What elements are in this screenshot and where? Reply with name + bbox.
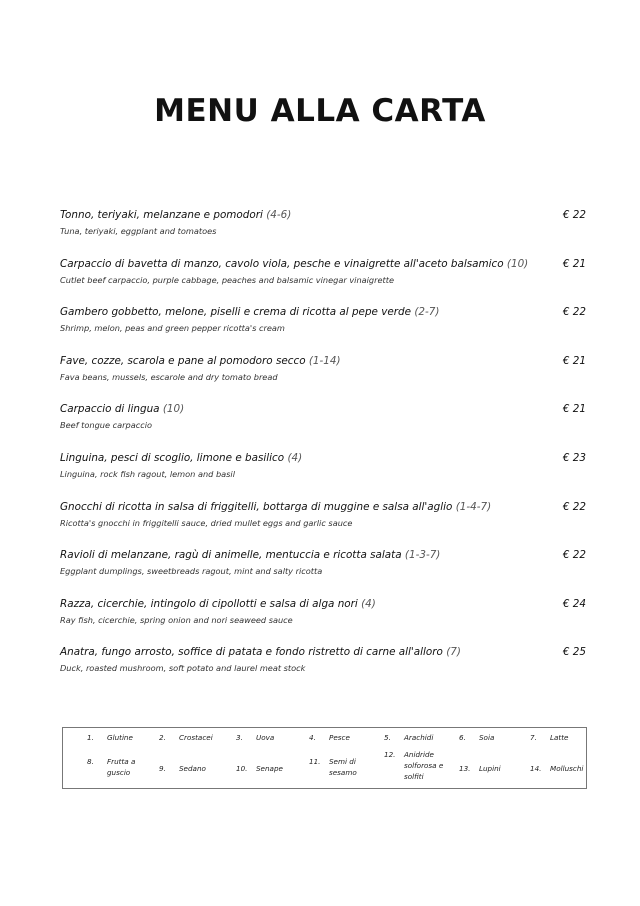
item-name: Gambero gobbetto, melone, piselli e crema di ricotta al pepe verde — [60, 306, 412, 319]
item-name: Linguina, pesci di scoglio, limone e basilico — [60, 451, 285, 464]
item-allergens: (10) — [506, 257, 529, 270]
item-description: Ricotta's gnocchi in friggitelli sauce, dried mullet eggs and garlic sauce — [60, 517, 353, 528]
menu-item — [60, 548, 590, 597]
item-price: € 24 — [562, 597, 586, 610]
item-allergens: (1-4-7) — [455, 500, 492, 513]
menu-item — [60, 645, 590, 694]
page-title: MENU ALLA CARTA — [154, 93, 486, 129]
item-description: Cutlet beef carpaccio, purple cabbage, peaches and balsamic vinegar vinaigrette — [60, 274, 394, 285]
item-price: € 22 — [562, 500, 586, 513]
item-name: Tonno, teriyaki, melanzane e pomodori — [60, 209, 263, 221]
item-description: Eggplant dumplings, sweetbreads ragout, mint and salty ricotta — [60, 566, 323, 577]
item-allergens: (2-7) — [414, 306, 440, 319]
item-price: € 25 — [562, 646, 586, 659]
item-description: Shrimp, melon, peas and green pepper ricotta's cream — [60, 323, 285, 334]
item-allergens: (4) — [287, 451, 303, 464]
item-description: Linguina, rock fish ragout, lemon and basil — [60, 468, 235, 479]
item-name: Carpaccio di bavetta di manzo, cavolo viola, pesche e vinaigrette all'aceto balsamico — [60, 257, 504, 270]
menu-item — [60, 597, 590, 646]
item-price: € 22 — [562, 549, 586, 562]
item-name: Carpaccio di lingua — [60, 403, 160, 416]
item-name: Ravioli di melanzane, ragù di animelle, mentuccia e ricotta salata — [60, 549, 402, 562]
item-price: € 21 — [562, 354, 586, 367]
item-description: Ray fish, cicerchie, spring onion and nori seaweed sauce — [60, 614, 293, 625]
menu-item — [60, 257, 590, 306]
item-description: Beef tongue carpaccio — [60, 420, 152, 431]
item-allergens: (4) — [361, 597, 376, 610]
item-name: Gnocchi di ricotta in salsa di friggitelli, bottarga di muggine e salsa all'aglio — [60, 500, 453, 513]
item-name: Fave, cozze, scarola e pane al pomodoro secco — [60, 354, 306, 367]
menu-item — [60, 402, 590, 451]
item-description: Tuna, teriyaki, eggplant and tomatoes — [60, 226, 217, 236]
item-price: € 21 — [562, 257, 586, 270]
item-allergens: (10) — [162, 403, 185, 416]
allergen-table: 1. Glutine 2. Crostacei 3. Uova 4. Pesce 5. Arachidi 6. Soia 7. Latte 8. Frutta a guscio 9. Sedano 10. Senape 11. Semi di sesamo 12. Anidride solforosa e solfiti 13. Lupini 14. Molluschi — [62, 727, 587, 789]
item-allergens: (1-3-7) — [404, 549, 441, 562]
item-name: Razza, cicerchie, intingolo di cipollotti e salsa di alga nori — [60, 597, 358, 610]
menu-item — [60, 451, 590, 500]
menu-item — [60, 500, 590, 549]
item-name: Anatra, fungo arrosto, soffice di patata e fondo ristretto di carne all'alloro — [60, 646, 443, 659]
item-price: € 21 — [562, 403, 586, 416]
item-allergens: (4-6) — [266, 209, 292, 221]
item-price: € 23 — [562, 451, 586, 464]
menu-item — [60, 354, 590, 403]
item-allergens: (7) — [446, 646, 461, 659]
menu-item — [60, 305, 590, 354]
item-allergens: (1-14) — [308, 354, 341, 367]
item-price: € 22 — [562, 209, 586, 221]
item-description: Fava beans, mussels, escarole and dry tomato bread — [60, 371, 278, 382]
menu-item — [60, 208, 590, 257]
item-price: € 22 — [562, 306, 586, 319]
item-description: Duck, roasted mushroom, soft potato and laurel meat stock — [60, 663, 306, 674]
menu-items — [60, 208, 590, 694]
